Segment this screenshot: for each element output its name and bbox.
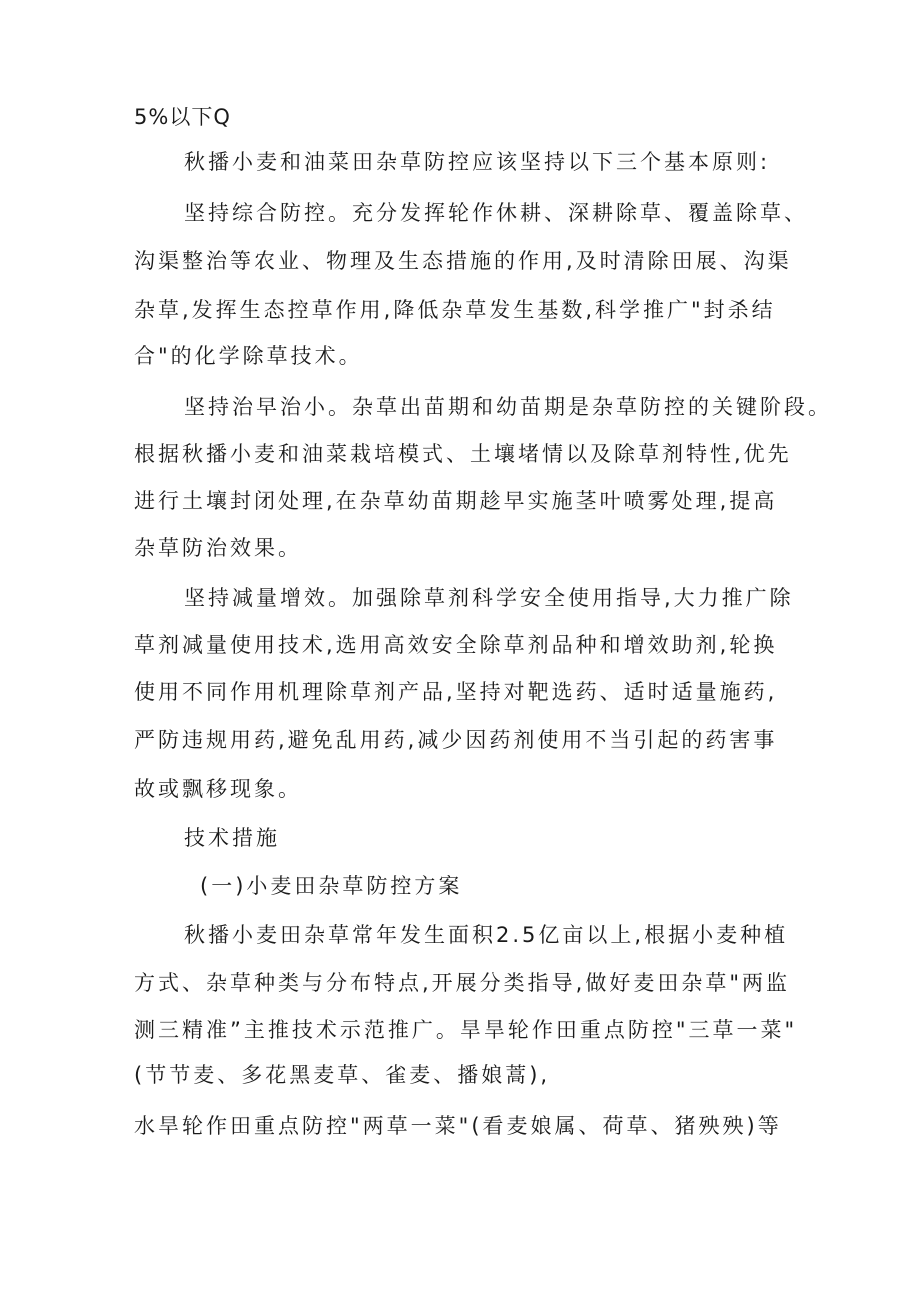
paragraph-line: (节节麦、多花黑麦草、雀麦、播娘蒿),	[134, 1063, 551, 1087]
paragraph-line: 进行土壤封闭处理,在杂草幼苗期趁早实施茎叶喷雾处理,提高	[134, 489, 778, 513]
paragraph-line: 使用不同作用机理除草剂产品,坚持对靶选药、适时适量施药,	[134, 680, 778, 704]
paragraph-line: 根据秋播小麦和油菜栽培模式、土壤堵情以及除草剂特性,优先	[134, 442, 792, 466]
text-line: 秋播小麦和油菜田杂草防控应该坚持以下三个基本原则:	[184, 150, 771, 174]
paragraph-line: 合"的化学除草技术。	[134, 344, 363, 368]
subsection-heading: (一)小麦田杂草防控方案	[200, 874, 463, 898]
paragraph-line: 坚持综合防控。充分发挥轮作休耕、深耕除草、覆盖除草、	[184, 201, 808, 225]
paragraph-line: 严防违规用药,避免乱用药,减少因药剂使用不当引起的药害事	[134, 728, 778, 752]
paragraph-line: 坚持减量增效。加强除草剂科学安全使用指导,大力推广除	[184, 586, 794, 610]
paragraph-line: 故或飘移现象。	[134, 777, 302, 801]
text-line: 5%以下Q	[134, 105, 231, 129]
paragraph-line: 测三精准”主推技术示范推广。旱旱轮作田重点防控"三草一菜"	[134, 1018, 798, 1042]
paragraph-line: 杂草,发挥生态控草作用,降低杂草发生基数,科学推广"封杀结	[134, 298, 776, 322]
section-heading: 技术措施	[184, 826, 280, 850]
paragraph-line: 方式、杂草种类与分布特点,开展分类指导,做好麦田杂草"两监	[134, 971, 791, 995]
paragraph-line: 坚持治早治小。杂草出苗期和幼苗期是杂草防控的关键阶段。	[184, 395, 832, 419]
paragraph-line: 杂草防治效果。	[134, 536, 302, 560]
paragraph-line: 水旱轮作田重点防控"两草一菜"(看麦娘属、荷草、猪殃殃)等	[134, 1114, 782, 1138]
paragraph-line: 秋播小麦田杂草常年发生面积2.5亿亩以上,根据小麦种植	[184, 923, 789, 947]
paragraph-line: 草剂减量使用技术,选用高效安全除草剂品种和增效助剂,轮换	[134, 633, 778, 657]
paragraph-line: 沟渠整治等农业、物理及生态措施的作用,及时清除田展、沟渠	[134, 249, 792, 273]
